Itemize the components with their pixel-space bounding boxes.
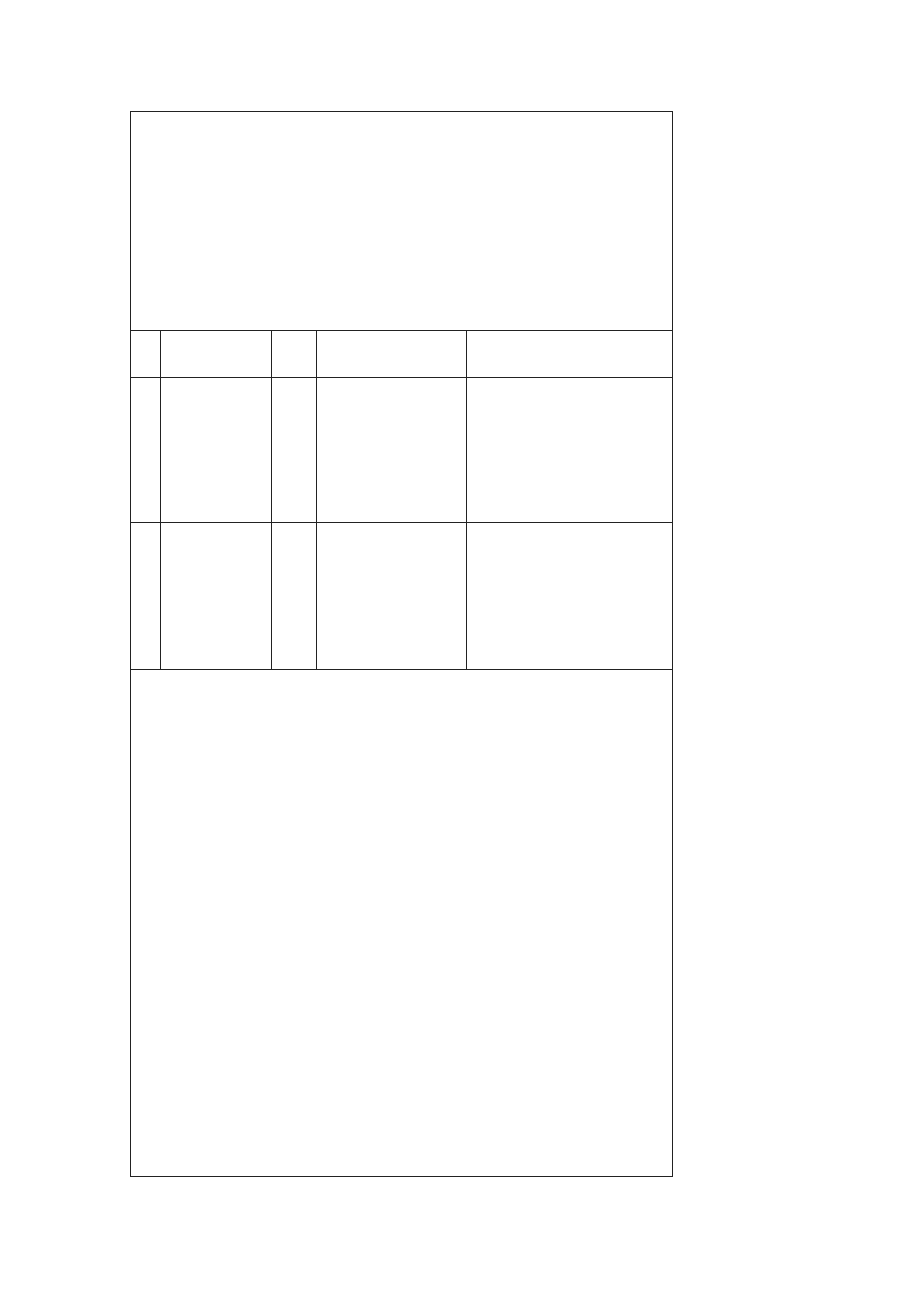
table-header-border: [130, 377, 673, 378]
table-col-divider: [466, 330, 467, 669]
table-col-divider: [316, 330, 317, 669]
table-col-divider: [160, 330, 161, 669]
table-col-divider: [271, 330, 272, 669]
table-top-border: [130, 330, 673, 331]
page-frame: [130, 111, 673, 1177]
table-row-border: [130, 522, 673, 523]
table-bottom-border: [130, 669, 673, 670]
